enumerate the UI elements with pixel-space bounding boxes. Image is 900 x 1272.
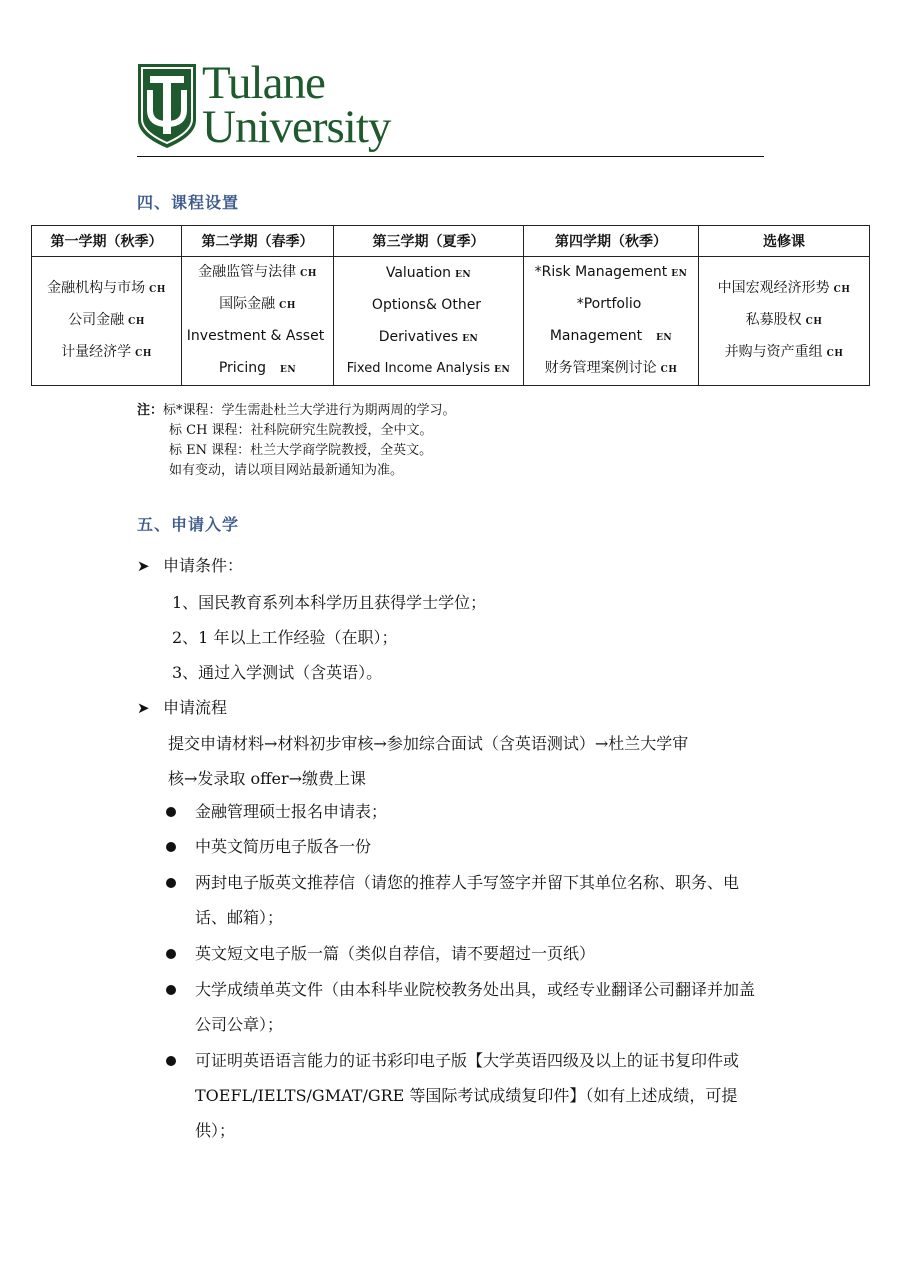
course-tag: EN	[494, 364, 511, 375]
bullet-dot-icon	[166, 985, 176, 995]
note-line: 标 EN 课程：杜兰大学商学院教授，全英文。	[169, 443, 433, 458]
course-item: 金融机构与市场 CH	[47, 280, 166, 296]
arrow-bullet-icon: ➤	[137, 557, 150, 575]
course-tag: EN	[671, 269, 688, 279]
semester2-cell	[182, 257, 334, 386]
course-tag: CH	[149, 285, 166, 295]
semester4-cell	[524, 257, 699, 386]
course-item: 公司金融 CH	[68, 312, 145, 328]
course-item: 私募股权 CH	[745, 312, 823, 328]
column-header: 选修课	[699, 226, 870, 257]
course-item: *Portfolio	[576, 296, 642, 312]
tulane-logo	[136, 57, 416, 154]
course-item: 国际金融 CH	[219, 296, 296, 312]
course-item: *Risk Management EN	[534, 264, 688, 280]
column-header: 第一学期（秋季）	[32, 226, 182, 257]
course-tag: EN	[280, 365, 297, 375]
course-item: Options& Other	[371, 296, 482, 313]
electives-cell	[699, 257, 870, 386]
course-item: Fixed Income Analysis EN	[346, 360, 511, 376]
course-item: 计量经济学 CH	[61, 344, 152, 360]
logo-wordmark-line2: University	[202, 101, 391, 153]
course-item: 并购与资产重组 CH	[724, 344, 844, 360]
condition-item: 1、国民教育系列本科学历且获得学士学位；	[172, 593, 487, 612]
course-tag: CH	[279, 301, 296, 311]
bullet-dot-icon	[166, 949, 176, 959]
process-heading: ➤ 申请流程	[137, 698, 228, 717]
column-header: 第三学期（夏季）	[334, 226, 524, 257]
course-item: Pricing EN	[218, 360, 297, 376]
tulane-shield-icon	[136, 62, 198, 150]
course-item: 财务管理案例讨论 CH	[544, 360, 678, 376]
course-item: Management EN	[549, 328, 673, 344]
process-text: 核→发录取 offer→缴费上课	[168, 769, 367, 788]
note-line: 标 CH 课程：社科院研究生院教授，全中文。	[169, 423, 433, 438]
course-tag: EN	[455, 269, 472, 280]
apply-heading: 五、申请入学	[137, 515, 240, 534]
table-header-row	[32, 226, 870, 257]
course-item: Derivatives EN	[378, 328, 479, 345]
curriculum-table	[31, 225, 870, 386]
semester1-cell	[32, 257, 182, 386]
course-item: 金融监管与法律 CH	[198, 264, 317, 280]
course-item: Valuation EN	[385, 264, 472, 281]
bullet-dot-icon	[166, 878, 176, 888]
column-header: 第二学期（春季）	[182, 226, 334, 257]
course-tag: CH	[660, 365, 678, 375]
course-tag: CH	[826, 349, 844, 359]
header-divider	[137, 156, 764, 157]
course-tag: CH	[135, 349, 152, 359]
condition-item: 2、1 年以上工作经验（在职）；	[172, 628, 398, 647]
course-tag: CH	[833, 285, 851, 295]
semester3-cell	[334, 257, 524, 386]
bullet-dot-icon	[166, 1056, 176, 1066]
logo-wordmark-line1: Tulane	[202, 57, 325, 109]
arrow-bullet-icon: ➤	[137, 699, 150, 717]
bullet-dot-icon	[166, 842, 176, 852]
course-tag: CH	[128, 317, 145, 327]
course-tag: CH	[300, 269, 317, 279]
conditions-heading: ➤ 申请条件：	[137, 556, 244, 575]
condition-item: 3、通过入学测试（含英语）。	[172, 663, 383, 682]
course-tag: EN	[462, 333, 479, 344]
column-header: 第四学期（秋季）	[524, 226, 699, 257]
note-label: 注：	[137, 403, 164, 418]
bullet-dot-icon	[166, 807, 176, 817]
process-text: 提交申请材料→材料初步审核→参加综合面试（含英语测试）→杜兰大学审	[168, 734, 689, 753]
course-item: 中国宏观经济形势 CH	[717, 280, 851, 296]
note-line: 注：标*课程：学生需赴杜兰大学进行为期两周的学习。	[137, 403, 456, 418]
course-tag: EN	[656, 333, 673, 343]
note-line: 如有变动，请以项目网站最新通知为准。	[169, 463, 404, 478]
course-item: Investment & Asset	[186, 328, 325, 344]
course-tag: CH	[805, 317, 823, 327]
table-row	[32, 257, 870, 386]
curriculum-heading: 四、课程设置	[137, 193, 240, 212]
curriculum-notes	[137, 401, 456, 481]
